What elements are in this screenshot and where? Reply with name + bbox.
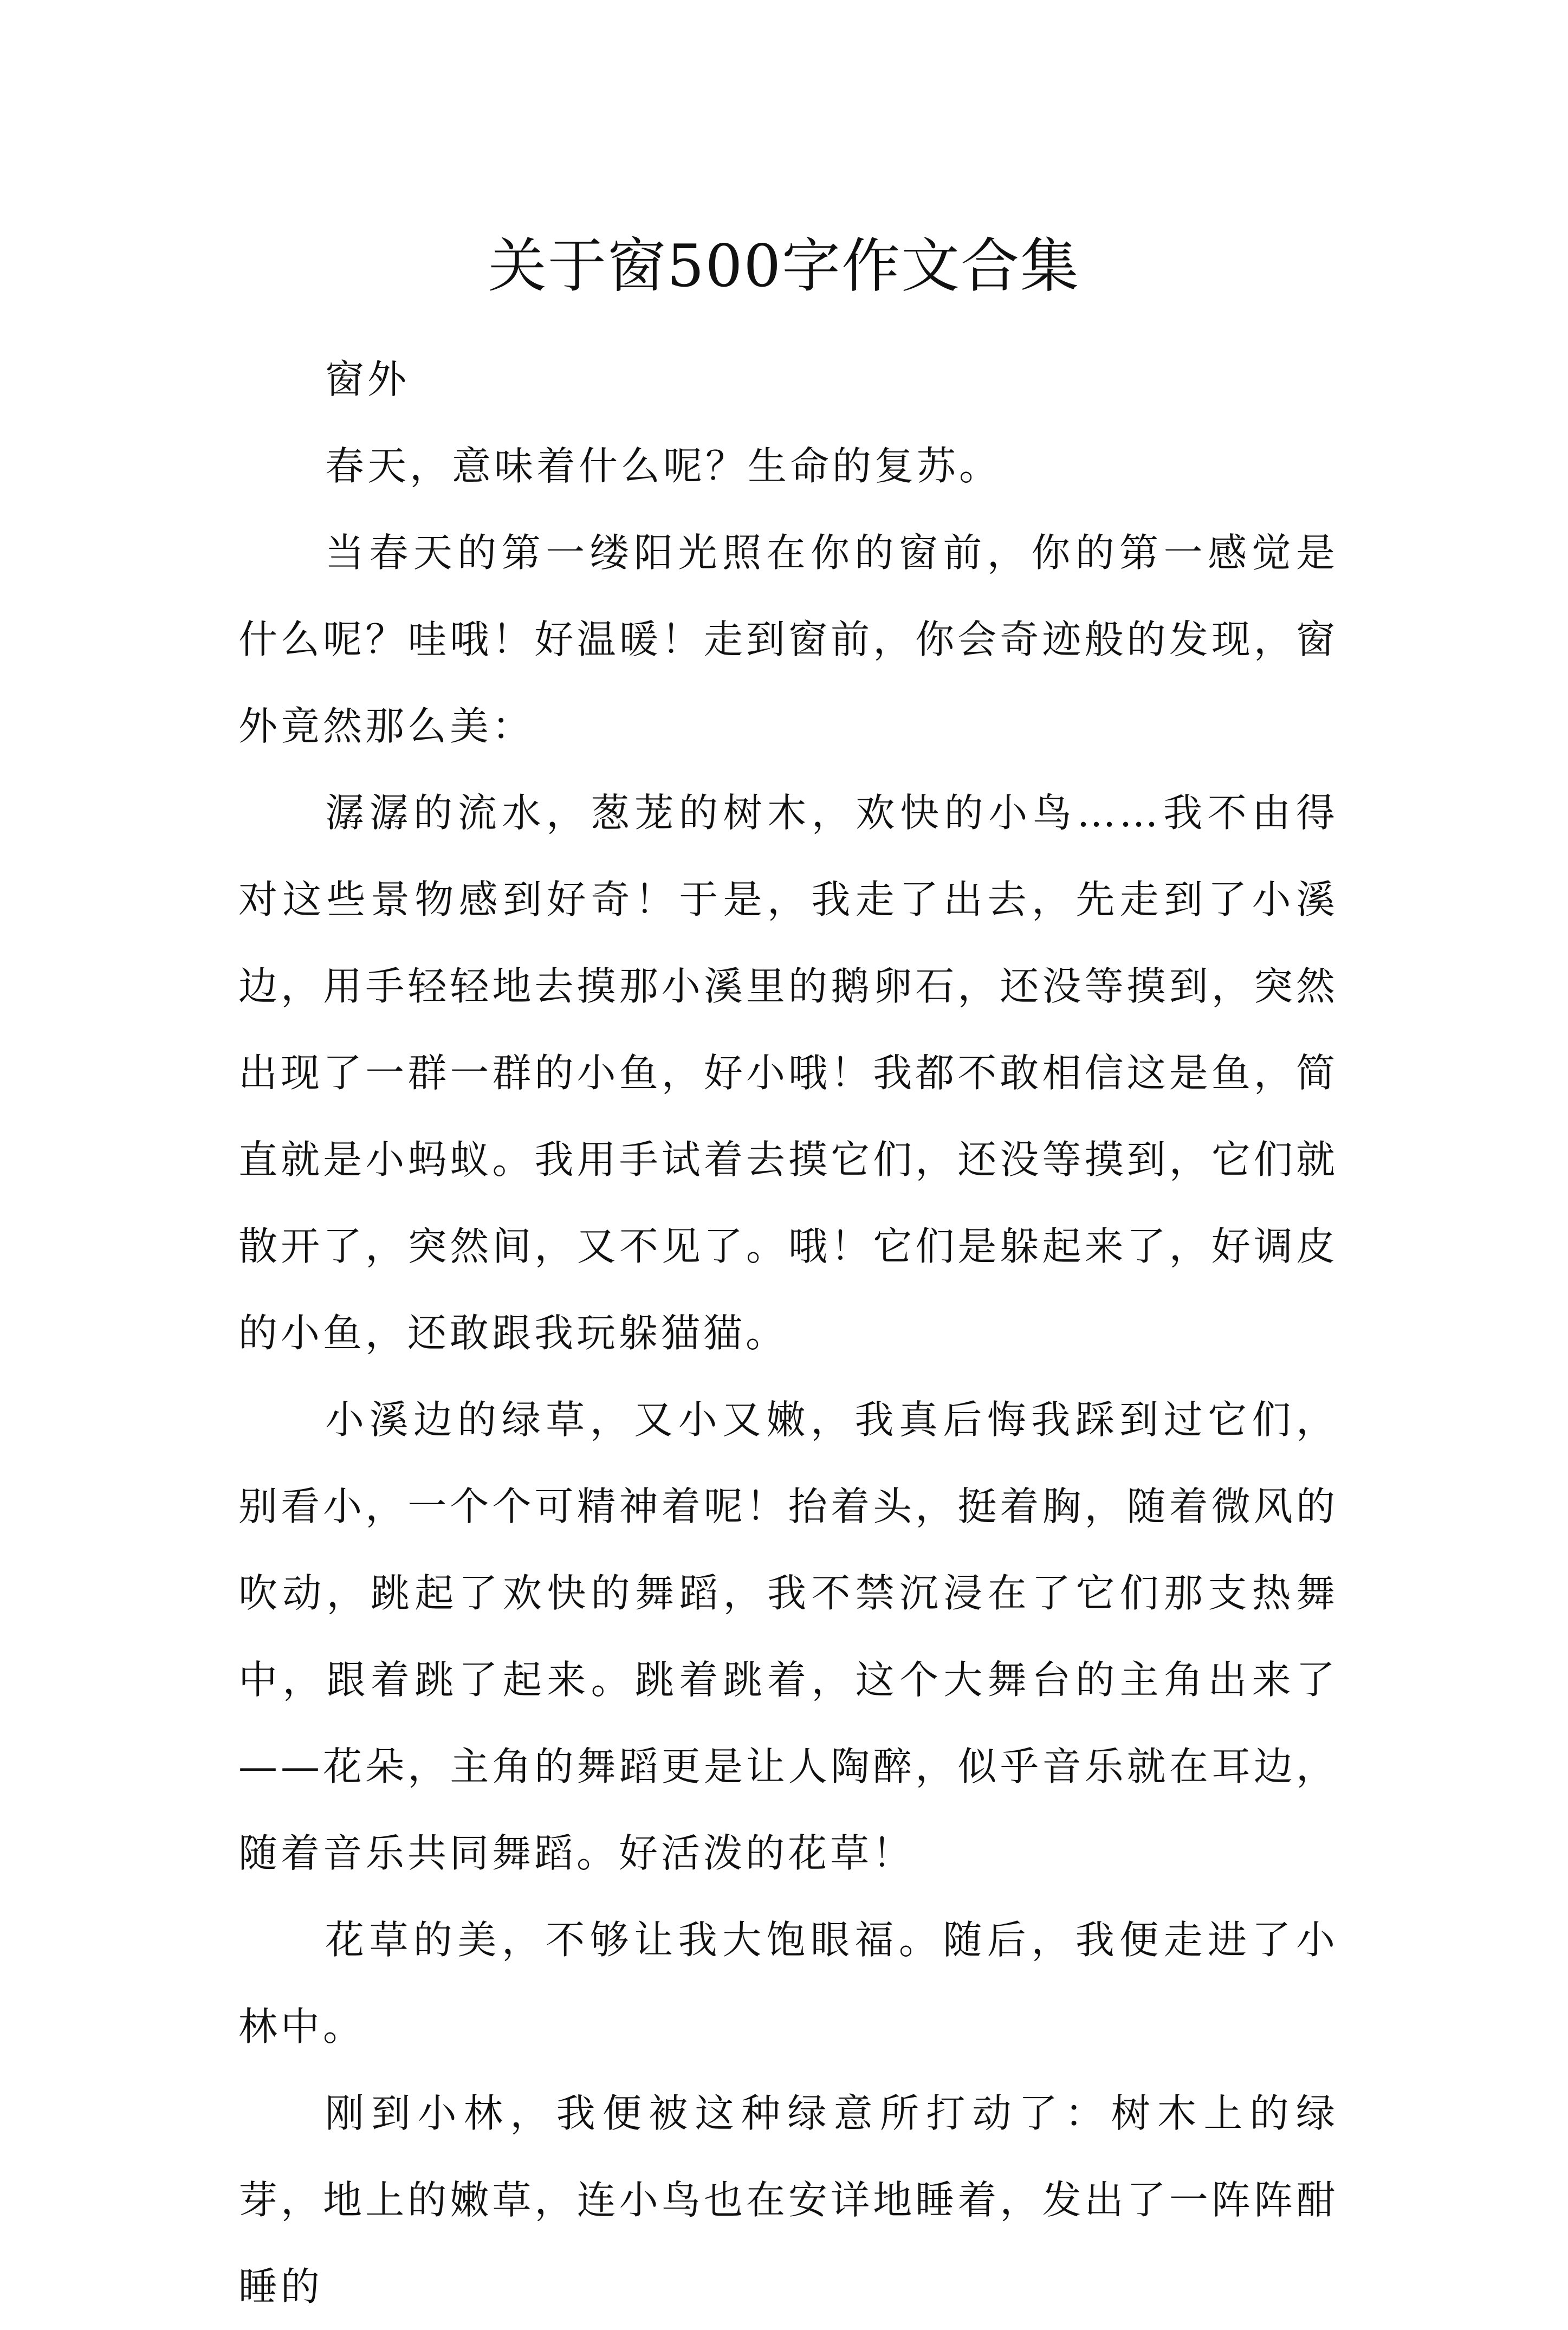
- paragraph: 刚到小林，我便被这种绿意所打动了：树木上的绿芽，地上的嫩草，连小鸟也在安详地睡着，发出了一阵阵酣睡的: [238, 2090, 1338, 2309]
- paragraph: 小溪边的绿草，又小又嫩，我真后悔我踩到过它们，别看小，一个个可精神着呢！抬着头，挺着胸，随着微风的吹动，跳起了欢快的舞蹈，我不禁沉浸在了它们那支热舞中，跟着跳了起来。跳着跳着，这个大舞台的主角出来了——花朵，主角的舞蹈更是让人陶醉，似乎音乐就在耳边，随着音乐共同舞蹈。好活泼的花草！: [238, 1397, 1338, 1876]
- paragraph: 当春天的第一缕阳光照在你的窗前，你的第一感觉是什么呢？哇哦！好温暖！走到窗前，你会奇迹般的发现，窗外竟然那么美：: [238, 530, 1338, 749]
- paragraph: 潺潺的流水，葱茏的树木，欢快的小鸟……我不由得对这些景物感到好奇！于是，我走了出去，先走到了小溪边，用手轻轻地去摸那小溪里的鹅卵石，还没等摸到，突然出现了一群一群的小鱼，好小哦！我都不敢相信这是鱼，简直就是小蚂蚁。我用手试着去摸它们，还没等摸到，它们就散开了，突然间，又不见了。哦！它们是躲起来了，好调皮的小鱼，还敢跟我玩躲猫猫。: [238, 790, 1338, 1356]
- paragraph: 花草的美，不够让我大饱眼福。随后，我便走进了小林中。: [238, 1917, 1338, 2049]
- section-heading: 窗外: [325, 357, 410, 402]
- document-title: 关于窗500字作文合集: [488, 232, 1080, 301]
- paragraph: 春天，意味着什么呢？生命的复苏。: [325, 443, 1002, 489]
- document-body: [238, 336, 1338, 2330]
